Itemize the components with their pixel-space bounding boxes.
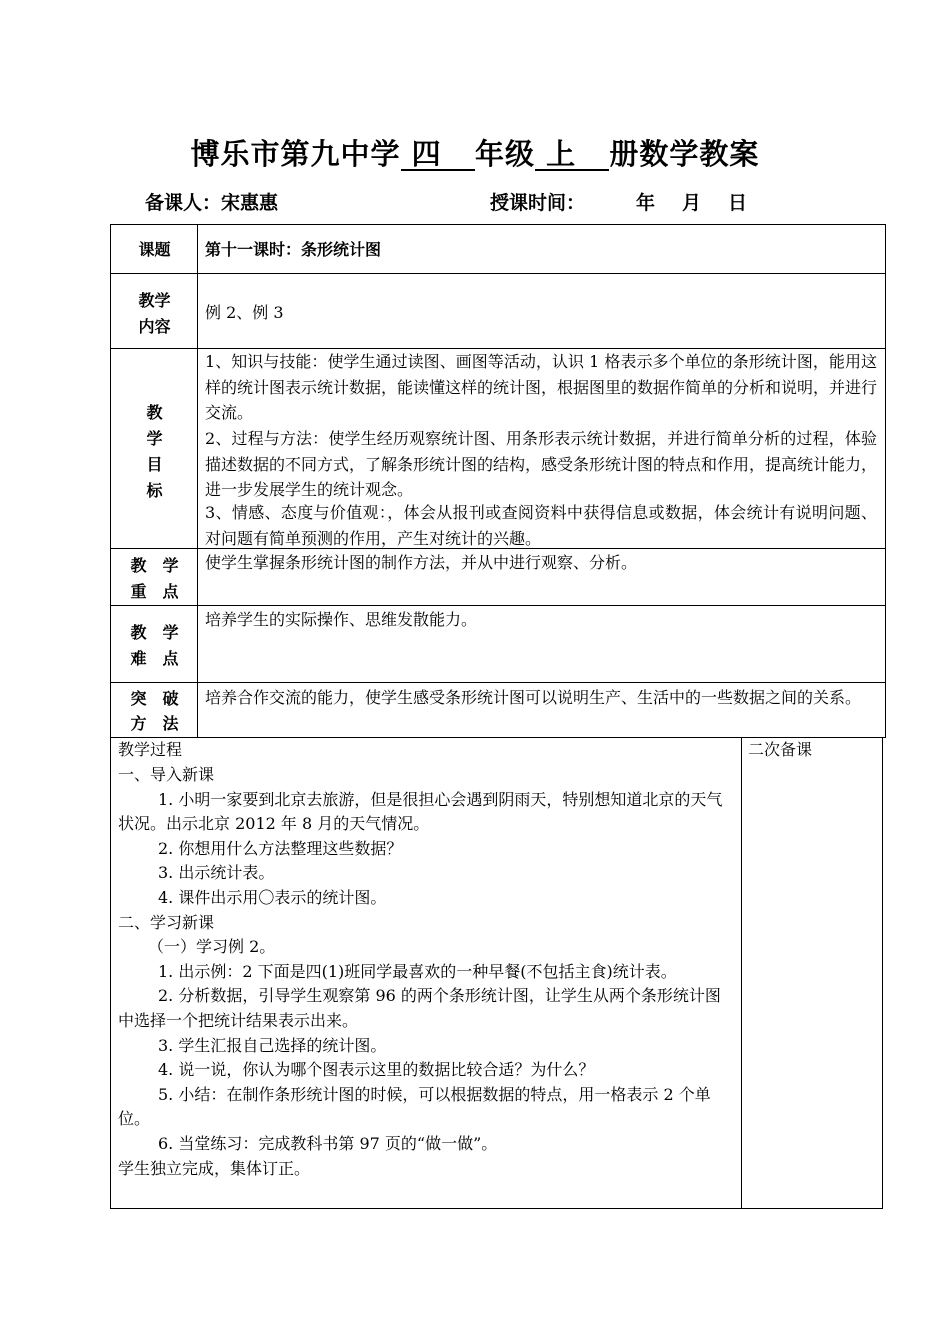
method-label-2: 方 法 <box>130 714 179 733</box>
difficult-value: 培养学生的实际操作、思维发散能力。 <box>205 610 478 629</box>
goal-knowledge: 1、知识与技能：使学生通过读图、画图等活动，认识 1 格表示多个单位的条形统计图，能用这样的统计图表示统计数据，能读懂这样的统计图，根据图里的数据作简单的分析和说明，并进行交流。 <box>205 352 878 423</box>
difficult-label-2: 难 点 <box>130 649 179 668</box>
method-value: 培养合作交流的能力，使学生感受条形统计图可以说明生产、生活中的一些数据之间的关系。 <box>205 688 862 707</box>
revision-heading: 二次备课 <box>748 740 813 759</box>
process-line: 4. 课件出示用〇表示的统计图。 <box>158 887 387 907</box>
topic-label: 课题 <box>138 240 171 259</box>
goals-label-1: 教 <box>146 403 163 422</box>
row-divider <box>110 273 886 274</box>
process-line: 1. 出示例：2 下面是四(1)班同学最喜欢的一种早餐(不包括主食)统计表。 <box>158 961 677 981</box>
row-divider <box>110 605 886 606</box>
month-label: 月 <box>682 192 702 214</box>
title-grade-suffix: 年级 <box>474 137 535 171</box>
key-value: 使学生掌握条形统计图的制作方法，并从中进行观察、分析。 <box>205 553 638 572</box>
title-subject: 册数学教案 <box>609 137 760 171</box>
process-line: 1. 小明一家要到北京去旅游，但是很担心会遇到阴雨天，特别想知道北京的天气状况。出示北京 2012 年 8 月的天气情况。 <box>118 789 723 834</box>
title-grade: 四 <box>401 139 475 171</box>
difficult-label-1: 教 学 <box>130 623 179 642</box>
process-line: 5. 小结：在制作条形统计图的时候，可以根据数据的特点，用一格表示 2 个单位。 <box>118 1084 711 1129</box>
goal-process: 2、过程与方法：使学生经历观察统计图、用条形表示统计数据，并进行简单分析的过程，体验描述数据的不同方式，了解条形统计图的结构，感受条形统计图的特点和作用，提高统计能力，进一步发展学生的统计观念。 <box>205 429 878 500</box>
column-divider <box>197 224 198 738</box>
year-label: 年 <box>636 192 656 214</box>
page-title <box>0 132 950 173</box>
process-line: 二、学习新课 <box>118 912 215 932</box>
goals-label-4: 标 <box>146 481 163 500</box>
goals-label-3: 目 <box>146 455 163 474</box>
title-volume: 上 <box>535 139 609 171</box>
time-label: 授课时间： <box>490 192 586 214</box>
preparer-label: 备课人：宋惠惠 <box>145 192 279 214</box>
process-line: 6. 当堂练习：完成教科书第 97 页的“做一做”。 <box>158 1133 498 1153</box>
key-label-2: 重 点 <box>130 582 179 601</box>
process-line: 2. 分析数据，引导学生观察第 96 的两个条形统计图，让学生从两个条形统计图中选择一个把统计结果表示出来。 <box>118 986 721 1030</box>
process-line: 3. 出示统计表。 <box>158 863 275 883</box>
goals-label-2: 学 <box>146 429 163 448</box>
goal-attitude: 3、情感、态度与价值观：，体会从报刊或查阅资料中获得信息或数据，体会统计有说明问题、对问题有简单预测的作用，产生对统计的兴趣。 <box>205 503 877 548</box>
process-line: 学生独立完成，集体订正。 <box>118 1158 311 1178</box>
method-label-1: 突 破 <box>130 689 179 708</box>
content-label-1: 教学 <box>138 291 171 310</box>
process-line: 4. 说一说，你认为哪个图表示这里的数据比较合适？为什么？ <box>158 1060 595 1080</box>
process-line: 一、导入新课 <box>118 765 215 784</box>
key-label-1: 教 学 <box>130 556 179 575</box>
process-line: 3. 学生汇报自己选择的统计图。 <box>158 1035 387 1055</box>
process-heading: 教学过程 <box>118 740 183 759</box>
title-school: 博乐市第九中学 <box>190 137 401 171</box>
day-label: 日 <box>728 192 748 214</box>
content-label-2: 内容 <box>138 317 171 336</box>
content-value: 例 2、例 3 <box>205 303 284 322</box>
process-line: （一）学习例 2。 <box>148 937 276 957</box>
process-line: 2. 你想用什么方法整理这些数据？ <box>158 838 403 858</box>
row-divider <box>110 682 886 683</box>
topic-value: 第十一课时：条形统计图 <box>205 240 382 259</box>
process-body <box>118 763 734 1181</box>
process-column-divider <box>741 737 742 1209</box>
